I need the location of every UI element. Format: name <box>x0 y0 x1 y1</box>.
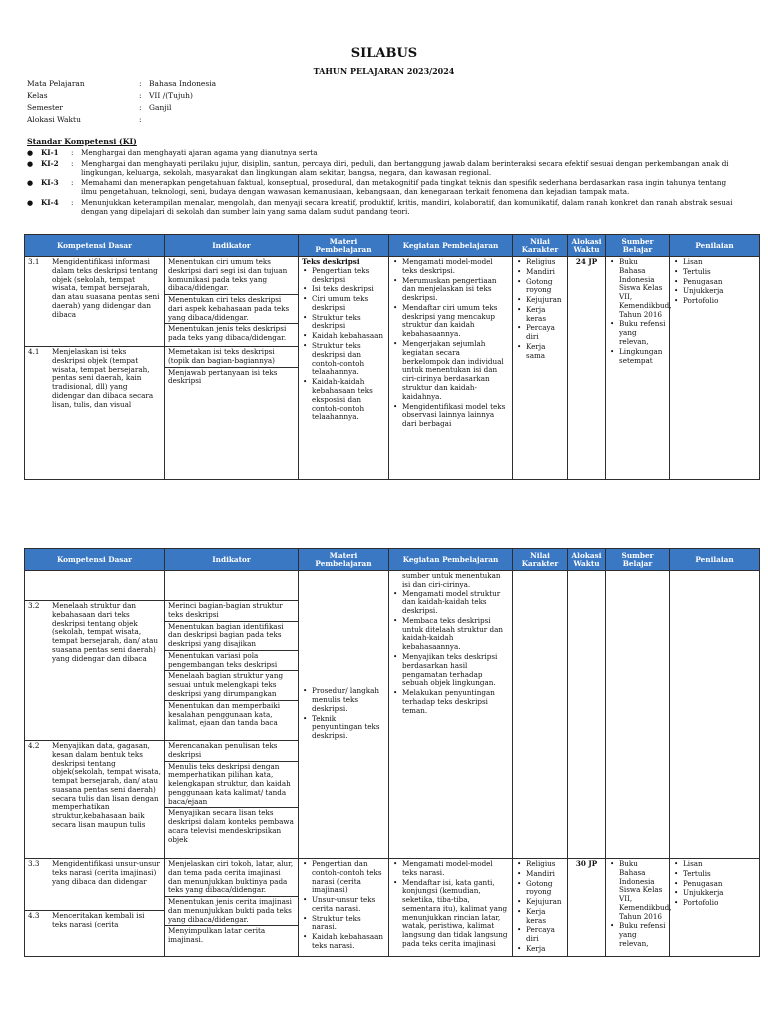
meta-row-time <box>27 114 216 126</box>
ki-item <box>27 199 742 217</box>
list-item: • Tertulis <box>673 268 756 277</box>
list-item: • Kaidah kebahasaan teks narasi. <box>302 933 385 951</box>
list-item: • Kerja <box>516 945 564 954</box>
kd-text: Mengidentifikasi informasi dalam teks deskripsi tentang objek (sekolah, tempat wisata, tempat bersejarah, dan atau suasana pentas seni daerah) yang didengar dan dibaca <box>52 257 160 319</box>
column-header: Materi Pembelajaran <box>299 549 389 571</box>
list-item: • Pengertian dan contoh-contoh teks narasi (cerita imajinasi) <box>302 860 385 895</box>
meta-key: Alokasi Waktu <box>27 115 81 125</box>
kd-cell <box>25 859 165 957</box>
list-item: • Mendaftar ciri umum teks deskripsi yang mencakup struktur dan kaidah kebahasaannya. <box>392 304 509 339</box>
ki-colon: : <box>71 178 74 188</box>
meta-value: Ganjil <box>149 103 172 113</box>
kd-text: Menelaah struktur dan kebahasaan dari teks deskripsi tentang objek (sekolah, tempat wisata, tempat bersejarah, dan/ atau suasana pentas seni daerah) yang didengar dan dibaca <box>52 601 158 663</box>
list-item: • Portofolio <box>673 899 756 908</box>
indicator-item: Menentukan jenis cerita imajinasi dan menunjukkan bukti pada teks yang dibaca/didengar. <box>165 898 298 926</box>
indicator-item: Menyimpulkan latar cerita imajinasi. <box>168 926 266 945</box>
kd-number: 3.1 <box>28 257 40 266</box>
kd-text: Mengidentifikasi unsur-unsur teks narasi (cerita imajinasi) yang dibaca dan didengar <box>52 859 160 886</box>
penilaian-cell <box>670 571 760 859</box>
indicator-item: Menentukan dan memperbaiki kesalahan penggunaan kata, kalimat, ejaan dan tanda baca <box>168 700 281 728</box>
column-header: Kompetensi Dasar <box>25 235 165 257</box>
indicator-item: Menjelaskan ciri tokoh, latar, alur, dan tema pada cerita imajinasi dan menunjukkan buktinya pada teks yang dibaca/didengar. <box>165 860 298 897</box>
kd-text: Menceritakan kembali isi teks narasi (cerita <box>52 911 145 929</box>
kegiatan-cell <box>389 257 513 480</box>
sumber-cell <box>606 257 670 480</box>
indicator-item: Merencanakan penulisan teks deskripsi <box>165 742 298 762</box>
list-item: • Mengerjakan sejumlah kegiatan secara berkelompok dan individual untuk menentukan isi dan ciri-cirinya berdasarkan struktur dan kaidah-kaidahnya. <box>392 340 509 401</box>
list-item: • Mengamati model-model teks deskripsi. <box>392 258 509 276</box>
indicator-item: Menentukan jenis teks deskripsi pada teks yang dibaca/didengar. <box>168 324 287 343</box>
meta-key: Semester <box>27 103 64 113</box>
list-item: • Teknik penyuntingan teks deskripsi. <box>302 715 385 741</box>
column-header: Penilaian <box>670 549 760 571</box>
list-item: • Portofolio <box>673 297 756 306</box>
ki-colon: : <box>71 197 74 207</box>
nilai-cell <box>513 571 568 859</box>
table-row <box>25 571 760 601</box>
meta-colon: : <box>139 91 142 101</box>
kd-number: 4.1 <box>28 347 40 357</box>
list-item: • Mengamati model struktur dan kaidah-kaidah teks deskripsi. <box>392 590 509 616</box>
list-item: • Merumuskan pengertiaan dan menjelaskan isi teks deskripsi. <box>392 277 509 303</box>
kd-number: 3.2 <box>28 601 40 610</box>
list-item: • Mandiri <box>516 870 564 879</box>
table-row <box>25 257 760 347</box>
indicator-cell <box>165 257 299 347</box>
ki-code: KI-1 <box>41 148 59 157</box>
ki-list <box>27 149 742 218</box>
meta-value: VII /(Tujuh) <box>149 91 193 101</box>
meta-key: Kelas <box>27 91 48 101</box>
materi-cell <box>299 859 389 957</box>
list-item: • Gotong royong <box>516 278 564 296</box>
ki-code: KI-3 <box>41 178 59 188</box>
alokasi-cell <box>568 571 606 859</box>
ki-heading: Standar Kompetensi (KI) <box>27 137 137 146</box>
indicator-cell <box>165 571 299 601</box>
table-header-row <box>25 549 760 571</box>
list-item: • Buku refensi yang relevan, <box>609 922 666 948</box>
kd-cell <box>25 257 165 347</box>
list-item: • Struktur teks narasi. <box>302 915 385 933</box>
list-item: • Melakukan penyuntingan terhadap teks deskripsi teman. <box>392 689 509 715</box>
alokasi-cell: 30 JP <box>568 859 606 957</box>
sumber-cell <box>606 859 670 957</box>
ki-text: Menghargai dan menghayati perilaku jujur, disiplin, santun, percaya diri, peduli, dan bertanggung jawab dalam berinteraksi secara efektif sesuai dengan perkembangan anak di lingkungan, keluarga, sekolah, masyarakat dan lingkungan alam sekitar, bangsa, negara, dan kawasan regional. <box>81 158 729 177</box>
subject-meta <box>27 78 216 126</box>
list-item: • Lingkungan setempat <box>609 348 666 366</box>
nilai-cell <box>513 257 568 480</box>
indicator-cell <box>165 859 299 957</box>
ki-item <box>27 179 742 197</box>
table-row <box>25 859 760 957</box>
ki-code: KI-4 <box>41 197 59 207</box>
kd-text: Menjelaskan isi teks deskripsi objek (tempat wisata, tempat bersejarah, pentas seni daerah, kain tradisional, dll) yang didengar dan dibaca secara lisan, tulis, dan visual <box>52 347 154 409</box>
ki-item <box>27 160 742 178</box>
ki-text: Memahami dan menerapkan pengetahuan faktual, konseptual, prosedural, dan metakognitif pada tingkat teknis dan spesifik sederhana berdasarkan rasa ingin tahunya tentang ilmu pengetahuan, teknologi, seni, budaya dengan wawasan kemanusiaan, kebangsaan, dan kenegaraan terkait fenomena dan kejadian tampak mata. <box>81 178 727 197</box>
list-item: • Struktur teks deskripsi dan contoh-contoh telaahannya. <box>302 342 385 377</box>
kd-cell <box>25 571 165 601</box>
meta-value: Bahasa Indonesia <box>149 79 217 89</box>
kegiatan-cell <box>389 859 513 957</box>
kd-cell <box>25 347 165 480</box>
list-item: • Percaya diri <box>516 926 564 944</box>
list-item: • Penugasan <box>673 278 756 287</box>
bullet-icon: ● <box>27 179 34 188</box>
document-subtitle: TAHUN PELAJARAN 2023/2024 <box>313 66 455 76</box>
list-item: • Percaya diri <box>516 324 564 342</box>
penilaian-cell <box>670 859 760 957</box>
ki-text: Menunjukkan keterampilan menalar, mengolah, dan menyaji secara kreatif, produktif, kritis, mandiri, kolaboratif, dan komunikatif, dalam ranah konkret dan ranah abstrak sesuai dengan yang dipelajari di sekolah dan sumber lain yang sama dalam sudut pandang teori. <box>81 197 733 216</box>
list-item: • Membaca teks deskripsi untuk ditelaah struktur dan kaidah-kaidah kebahasaannya. <box>392 617 509 652</box>
list-item: • Tertulis <box>673 870 756 879</box>
indicator-cell <box>165 347 299 480</box>
list-item: • Pengertian teks deskripsi <box>302 267 385 285</box>
list-item: • Unsur-unsur teks cerita narasi. <box>302 896 385 914</box>
indicator-item: Merinci bagian-bagian struktur teks deskripsi <box>165 602 298 622</box>
meta-colon: : <box>139 115 142 125</box>
sumber-cell <box>606 571 670 859</box>
kegiatan-continued: sumber untuk menentukan isi dan ciri-cirinya. <box>402 571 501 589</box>
syllabus-table-2 <box>24 548 760 957</box>
column-header: Indikator <box>165 549 299 571</box>
meta-row-class <box>27 90 216 102</box>
list-item: • Menyajikan teks deskripsi berdasarkan hasil pengamatan terhadap sebuah objek lingkungan. <box>392 653 509 688</box>
list-item: • Struktur teks deskripsi <box>302 314 385 332</box>
document-title: SILABUS <box>350 46 418 61</box>
indicator-item: Menentukan variasi pola pengembangan teks deskripsi <box>165 652 298 672</box>
column-header: Nilai Karakter <box>513 235 568 257</box>
column-header: Sumber Belajar <box>606 235 670 257</box>
nilai-cell <box>513 859 568 957</box>
list-item: • Ciri umum teks deskripsi <box>302 295 385 313</box>
column-header: Alokasi Waktu <box>568 549 606 571</box>
indicator-item: Menentukan bagian identifikasi dan deskripsi bagian pada teks deskripsi yang disajikan <box>165 623 298 651</box>
column-header: Alokasi Waktu <box>568 235 606 257</box>
table-header-row <box>25 235 760 257</box>
meta-key: Mata Pelajaran <box>27 79 85 89</box>
column-header: Kegiatan Pembelajaran <box>389 235 513 257</box>
kd-number: 4.2 <box>28 741 40 750</box>
syllabus-table-1 <box>24 234 760 480</box>
list-item: • Kejujuran <box>516 898 564 907</box>
ki-colon: : <box>71 148 74 157</box>
meta-colon: : <box>139 79 142 89</box>
list-item: • Religius <box>516 258 564 267</box>
list-item: • Mendaftar isi, kata ganti, konjungsi (kemudian, seketika, tiba-tiba, sementara itu), kalimat yang menunjukkan rincian latar, watak, peristiwa, kalimat langsung dan tidak langsung pada teks cerita imajinasi <box>392 879 509 949</box>
column-header: Materi Pembelajaran <box>299 235 389 257</box>
list-item: • Prosedur/ langkah menulis teks deskripsi. <box>302 687 385 713</box>
list-item: • Mandiri <box>516 268 564 277</box>
list-item: • Unjukkerja <box>673 287 756 296</box>
list-item: • Kerja sama <box>516 343 564 361</box>
meta-colon: : <box>139 103 142 113</box>
column-header: Kompetensi Dasar <box>25 549 165 571</box>
list-item: • Kaidah kebahasaan <box>302 332 385 341</box>
column-header: Kegiatan Pembelajaran <box>389 549 513 571</box>
indicator-cell <box>165 601 299 741</box>
alokasi-cell: 24 JP <box>568 257 606 480</box>
ki-code: KI-2 <box>41 158 59 168</box>
ki-item <box>27 149 742 158</box>
list-item: • Kejujuran <box>516 296 564 305</box>
column-header: Sumber Belajar <box>606 549 670 571</box>
list-item: • Mengidentifikasi model teks observasi lainnya lainnya dari berbagai <box>392 403 509 429</box>
column-header: Penilaian <box>670 235 760 257</box>
indicator-cell <box>165 741 299 859</box>
list-item: • Mengamati model-model teks narasi. <box>392 860 509 878</box>
kd-number: 3.3 <box>28 859 40 868</box>
list-item: • Isi teks deskripsi <box>302 285 385 294</box>
materi-cell <box>299 571 389 859</box>
meta-row-semester <box>27 102 216 114</box>
kd-cell <box>25 601 165 741</box>
list-item: • Kaidah-kaidah kebahasaan teks eksposisi dan contoh-contoh telaahannya. <box>302 378 385 422</box>
ki-colon: : <box>71 158 74 168</box>
indicator-item: Memetakan isi teks deskripsi (topik dan bagian-bagiannya) <box>165 348 298 368</box>
indicator-item: Menulis teks deskripsi dengan memperhatikan pilihan kata, kelengkapan struktur, dan kaidah penggunaan kata kalimat/ tanda baca/ejaan <box>165 763 298 809</box>
ki-text: Menghargai dan menghayati ajaran agama yang dianutnya serta <box>81 148 318 157</box>
column-header: Indikator <box>165 235 299 257</box>
bullet-icon: ● <box>27 198 34 207</box>
materi-cell <box>299 257 389 480</box>
list-item: • Buku Bahasa Indonesia Siswa Kelas VII, Kemendikbud, Tahun 2016 <box>609 860 666 921</box>
indicator-item: Menelaah bagian struktur yang sesuai untuk melengkapi teks deskripsi yang dirumpangkan <box>165 672 298 700</box>
column-header: Nilai Karakter <box>513 549 568 571</box>
meta-row-subject <box>27 78 216 90</box>
list-item: • Kerja keras <box>516 306 564 324</box>
bullet-icon: ● <box>27 149 34 157</box>
list-item: • Unjukkerja <box>673 889 756 898</box>
list-item: • Lisan <box>673 860 756 869</box>
kegiatan-cell <box>389 571 513 859</box>
kd-cell <box>25 741 165 859</box>
list-item: • Buku Bahasa Indonesia Siswa Kelas VII, Kemendikbud, Tahun 2016 <box>609 258 666 319</box>
list-item: • Kerja keras <box>516 908 564 926</box>
list-item: • Buku refensi yang relevan, <box>609 320 666 346</box>
indicator-item: Menentukan ciri umum teks deskripsi dari segi isi dan tujuan komunikasi pada teks yang dibaca/didengar. <box>165 258 298 295</box>
indicator-item: Menyajikan secara lisan teks deskripsi dalam konteks pembawa acara televisi mendeskripsikan objek <box>168 808 294 844</box>
list-item: • Lisan <box>673 258 756 267</box>
materi-title: Teks deskripsi <box>302 257 360 266</box>
penilaian-cell <box>670 257 760 480</box>
kd-text: Menyajikan data, gagasan, kesan dalam bentuk teks deskripsi tentang objek(sekolah, tempat wisata, tempat bersejarah, dan/ atau suasana pentas seni daerah) secara tulis dan lisan dengan memperhatikan struktur,kebahasaan baik secara lisan maupun tulis <box>52 741 161 830</box>
list-item: • Gotong royong <box>516 880 564 898</box>
indicator-item: Menentukan ciri teks deskripsi dari aspek kebahasaan pada teks yang dibaca/didengar. <box>165 296 298 324</box>
bullet-icon: ● <box>27 159 34 168</box>
list-item: • Religius <box>516 860 564 869</box>
indicator-item: Menjawab pertanyaan isi teks deskripsi <box>168 367 278 386</box>
kd-number: 4.3 <box>28 911 40 920</box>
list-item: • Penugasan <box>673 880 756 889</box>
